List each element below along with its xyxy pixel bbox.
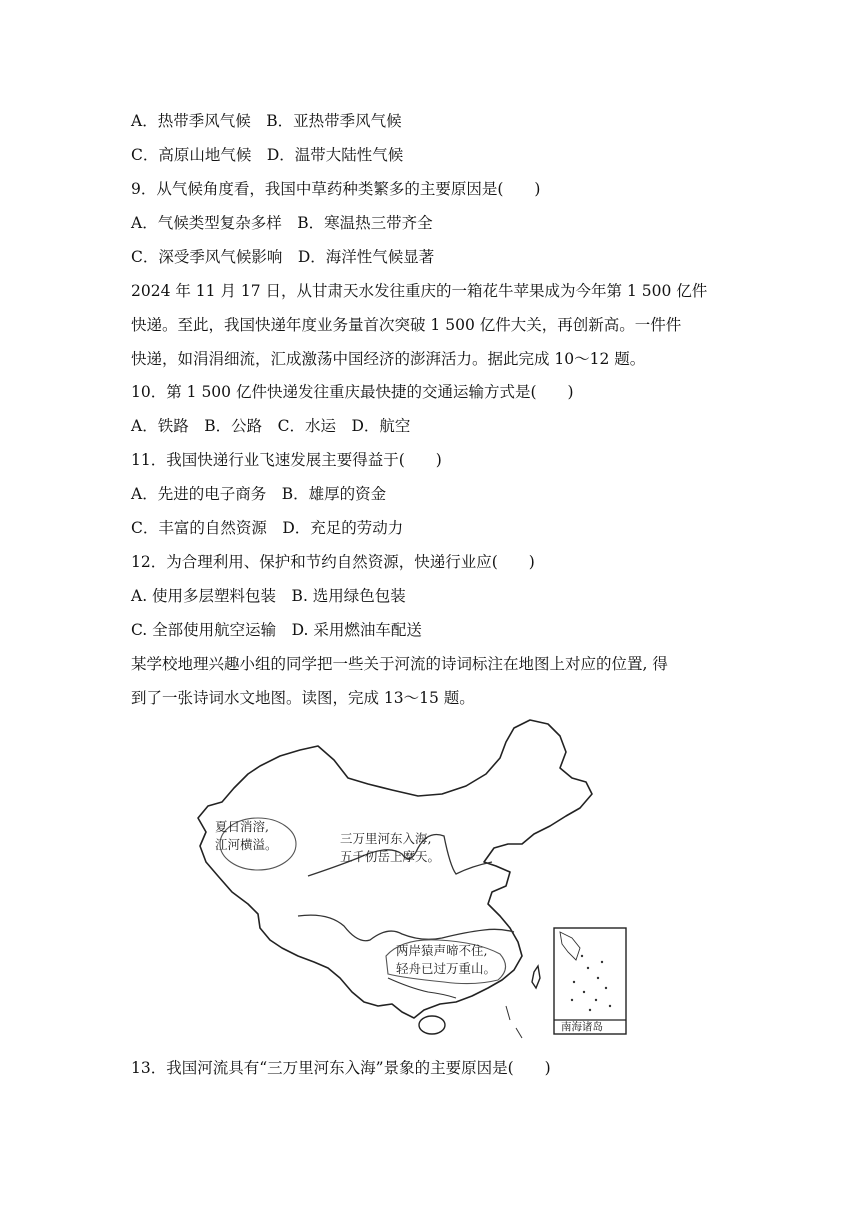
q12-options-line1: A. 使用多层塑料包装 B. 选用绿色包装 (131, 587, 406, 605)
q11-stem: 11．我国快递行业飞速发展主要得益于( ) (131, 451, 442, 469)
q10-options: A．铁路 B．公路 C．水运 D．航空 (131, 417, 411, 435)
south-china-sea-inset (554, 928, 626, 1034)
passage2-line2: 到了一张诗词水文地图。读图，完成 13～15 题。 (131, 689, 475, 707)
poem-north-line1: 三万里河东入海, (340, 831, 432, 846)
poem-west-line2: 江河横溢。 (215, 837, 278, 852)
passage2-line1: 某学校地理兴趣小组的同学把一些关于河流的诗词标注在地图上对应的位置, 得 (131, 655, 668, 673)
q8-options-line2: C．高原山地气候 D．温带大陆性气候 (131, 146, 404, 164)
poetry-hydrology-map (188, 716, 636, 1048)
q11-options-line1: A．先进的电子商务 B．雄厚的资金 (131, 485, 387, 503)
q12-stem: 12．为合理利用、保护和节约自然资源，快递行业应( ) (131, 553, 535, 571)
q9-options-line2: C．深受季风气候影响 D．海洋性气候显著 (131, 248, 435, 266)
china-border (198, 720, 592, 1018)
q13-stem: 13．我国河流具有“三万里河东入海”景象的主要原因是( ) (131, 1059, 551, 1077)
q10-stem: 10．第 1 500 亿件快递发往重庆最快捷的交通运输方式是( ) (131, 383, 574, 401)
q12-options-line2: C. 全部使用航空运输 D. 采用燃油车配送 (131, 621, 422, 639)
china-outline-map (188, 716, 636, 1048)
passage1-line3: 快递，如涓涓细流，汇成激荡中国经济的澎湃活力。据此完成 10～12 题。 (131, 350, 646, 368)
poem-west-line1: 夏日消溶, (215, 819, 269, 834)
poem-south-line2: 轻舟已过万重山。 (396, 961, 497, 976)
hainan-island (419, 1016, 445, 1034)
poem-south-line1: 两岸猿声啼不住, (396, 943, 488, 958)
poem-north-line2: 五千仞岳上摩天。 (340, 849, 441, 864)
passage1-line2: 快递。至此，我国快递年度业务量首次突破 1 500 亿件大关，再创新高。一件件 (131, 316, 682, 334)
inset-label: 南海诸岛 (561, 1021, 603, 1033)
q9-options-line1: A．气候类型复杂多样 B．寒温热三带齐全 (131, 214, 433, 232)
q8-options-line1: A．热带季风气候 B．亚热带季风气候 (131, 112, 402, 130)
q9-stem: 9．从气候角度看，我国中草药种类繁多的主要原因是( ) (131, 180, 541, 198)
taiwan-island (532, 966, 540, 988)
passage1-line1: 2024 年 11 月 17 日，从甘肃天水发往重庆的一箱花牛苹果成为今年第 1 500 亿件 (131, 282, 708, 300)
q11-options-line2: C．丰富的自然资源 D．充足的劳动力 (131, 519, 404, 537)
